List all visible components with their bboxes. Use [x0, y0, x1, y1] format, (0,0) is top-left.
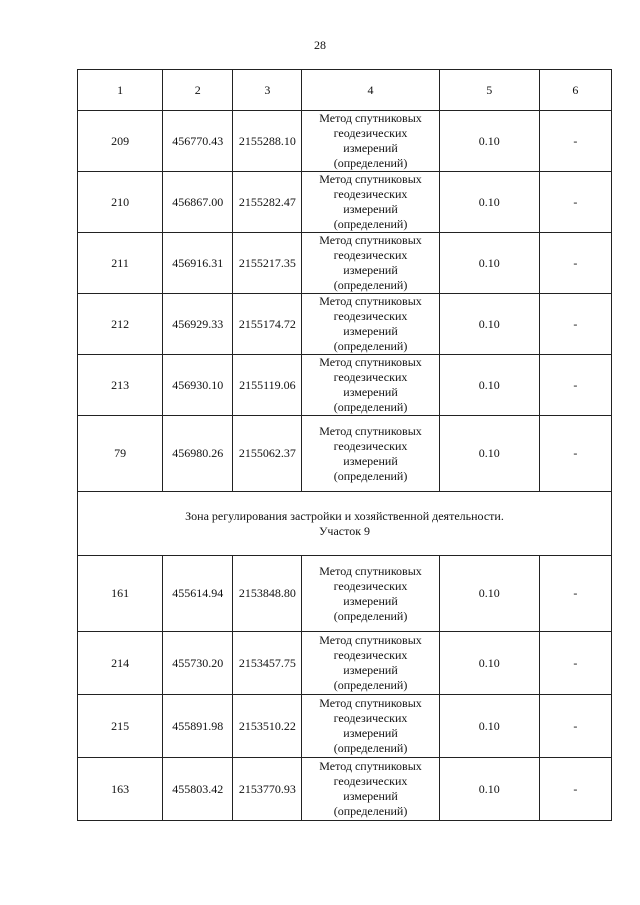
table-row [78, 758, 612, 821]
header-cell: 4 [302, 70, 439, 111]
header-cell: 6 [539, 70, 611, 111]
table-row [78, 111, 612, 172]
method-line: Метод спутниковых [319, 759, 422, 773]
method-line: измерений [343, 593, 398, 608]
method-line: геодезических [333, 711, 408, 725]
x-coordinate-cell: 456929.33 [163, 294, 233, 355]
method-line: измерений [343, 385, 398, 399]
point-number-cell: 209 [78, 111, 163, 172]
note-cell: - [539, 233, 611, 294]
method-cell [302, 233, 439, 294]
y-coordinate-cell: 2155062.37 [233, 416, 302, 492]
x-coordinate-cell: 455614.94 [163, 556, 233, 632]
section-title [78, 492, 612, 556]
section-title-line: Участок 9 [318, 523, 371, 538]
y-coordinate-cell: 2155288.10 [233, 111, 302, 172]
table-row [78, 556, 612, 632]
method-line: геодезических [333, 187, 408, 201]
method-cell [302, 758, 439, 821]
method-line: измерений [343, 202, 398, 216]
point-number-cell: 211 [78, 233, 163, 294]
method-line: (определений) [333, 741, 408, 755]
y-coordinate-cell: 2155217.35 [233, 233, 302, 294]
accuracy-cell: 0.10 [439, 111, 539, 172]
accuracy-cell: 0.10 [439, 695, 539, 758]
point-number-cell: 213 [78, 355, 163, 416]
method-line: (определений) [333, 804, 408, 818]
point-number-cell: 214 [78, 632, 163, 695]
header-row [78, 70, 612, 111]
table-row [78, 355, 612, 416]
note-cell: - [539, 758, 611, 821]
method-line: геодезических [333, 774, 408, 788]
point-number-cell: 212 [78, 294, 163, 355]
note-cell: - [539, 416, 611, 492]
accuracy-cell: 0.10 [439, 416, 539, 492]
y-coordinate-cell: 2155282.47 [233, 172, 302, 233]
method-line: Метод спутниковых [319, 696, 422, 710]
accuracy-cell: 0.10 [439, 556, 539, 632]
y-coordinate-cell: 2153770.93 [233, 758, 302, 821]
method-cell [302, 294, 439, 355]
note-cell: - [539, 111, 611, 172]
x-coordinate-cell: 456980.26 [163, 416, 233, 492]
method-line: Метод спутниковых [319, 172, 422, 186]
method-line: (определений) [333, 156, 408, 170]
y-coordinate-cell: 2155174.72 [233, 294, 302, 355]
note-cell: - [539, 632, 611, 695]
section-title-row [78, 492, 612, 556]
method-line: Метод спутниковых [319, 111, 422, 125]
x-coordinate-cell: 456930.10 [163, 355, 233, 416]
accuracy-cell: 0.10 [439, 233, 539, 294]
x-coordinate-cell: 456916.31 [163, 233, 233, 294]
method-cell [302, 111, 439, 172]
method-line: геодезических [333, 248, 408, 262]
table-row [78, 172, 612, 233]
method-line: геодезических [333, 370, 408, 384]
note-cell: - [539, 294, 611, 355]
method-line: измерений [343, 663, 398, 677]
x-coordinate-cell: 456867.00 [163, 172, 233, 233]
method-line: (определений) [333, 217, 408, 231]
note-cell: - [539, 556, 611, 632]
y-coordinate-cell: 2153457.75 [233, 632, 302, 695]
method-line: геодезических [333, 648, 408, 662]
method-line: Метод спутниковых [319, 294, 422, 308]
method-line: (определений) [333, 678, 408, 692]
y-coordinate-cell: 2155119.06 [233, 355, 302, 416]
method-cell [302, 355, 439, 416]
point-number-cell: 210 [78, 172, 163, 233]
header-cell: 1 [78, 70, 163, 111]
point-number-cell: 163 [78, 758, 163, 821]
y-coordinate-cell: 2153510.22 [233, 695, 302, 758]
method-cell [302, 416, 439, 492]
method-line: (определений) [333, 339, 408, 353]
header-cell: 5 [439, 70, 539, 111]
y-coordinate-cell: 2153848.80 [233, 556, 302, 632]
accuracy-cell: 0.10 [439, 632, 539, 695]
method-line: геодезических [333, 438, 408, 453]
section-title-line: Зона регулирования застройки и хозяйственной деятельности. [185, 508, 504, 523]
method-cell [302, 632, 439, 695]
method-line: (определений) [333, 400, 408, 414]
accuracy-cell: 0.10 [439, 294, 539, 355]
method-line: измерений [343, 324, 398, 338]
method-line: геодезических [333, 126, 408, 140]
header-cell: 2 [163, 70, 233, 111]
accuracy-cell: 0.10 [439, 758, 539, 821]
point-number-cell: 215 [78, 695, 163, 758]
method-line: Метод спутниковых [319, 423, 422, 438]
table-row [78, 416, 612, 492]
x-coordinate-cell: 456770.43 [163, 111, 233, 172]
table-row [78, 632, 612, 695]
note-cell: - [539, 172, 611, 233]
method-cell [302, 556, 439, 632]
method-line: измерений [343, 453, 398, 468]
note-cell: - [539, 355, 611, 416]
accuracy-cell: 0.10 [439, 172, 539, 233]
method-line: измерений [343, 141, 398, 155]
point-number-cell: 79 [78, 416, 163, 492]
method-line: (определений) [333, 468, 408, 483]
method-line: геодезических [333, 309, 408, 323]
method-line: Метод спутниковых [319, 355, 422, 369]
accuracy-cell: 0.10 [439, 355, 539, 416]
method-line: измерений [343, 726, 398, 740]
table-row [78, 233, 612, 294]
method-line: измерений [343, 789, 398, 803]
x-coordinate-cell: 455891.98 [163, 695, 233, 758]
table-row [78, 294, 612, 355]
method-line: Метод спутниковых [319, 633, 422, 647]
method-line: Метод спутниковых [319, 233, 422, 247]
method-line: (определений) [333, 608, 408, 623]
point-number-cell: 161 [78, 556, 163, 632]
note-cell: - [539, 695, 611, 758]
method-line: Метод спутниковых [319, 563, 422, 578]
method-cell [302, 172, 439, 233]
method-line: геодезических [333, 578, 408, 593]
header-cell: 3 [233, 70, 302, 111]
page-number: 28 [314, 38, 326, 52]
x-coordinate-cell: 455730.20 [163, 632, 233, 695]
coordinates-table [77, 69, 612, 821]
x-coordinate-cell: 455803.42 [163, 758, 233, 821]
method-line: (определений) [333, 278, 408, 292]
method-line: измерений [343, 263, 398, 277]
table-row [78, 695, 612, 758]
method-cell [302, 695, 439, 758]
